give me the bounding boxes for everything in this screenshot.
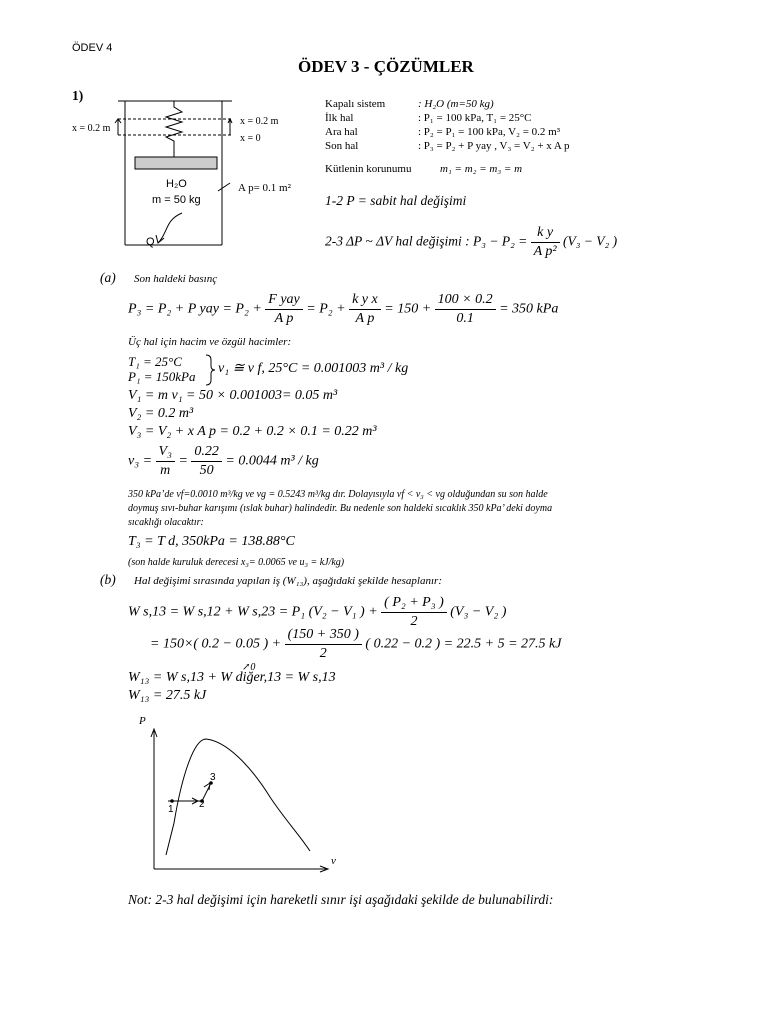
given-value-1: : P₁ = 100 kPa, T₁ = 25°C [418,112,532,124]
v1-state: v₁ ≅ v f, 25°C = 0.001003 m³ / kg [218,361,409,376]
v3-fraction-2 [191,443,222,480]
p-axis-label: P [139,715,146,727]
ws2-f-num: (150 + 350 ) [285,626,362,645]
note-line-1: 350 kPa’de vf=0.0010 m³/kg ve vg = 0.5243 m³/kg dır. Dolayısıyla vf < v₃ < vg olduğundan su son halde [128,489,548,500]
part-a-heading: Son haldeki basınç [134,273,218,285]
process-2-3 [325,224,617,261]
p3-lhs: P₃ = P₂ + P yay = P₂ + [128,301,262,317]
given-label-3: Son hal [325,140,359,152]
state-label-3: 3 [210,772,216,783]
process-2-3-num: k y [531,224,560,243]
saturation-dome [166,739,310,855]
process-2-3-text: 2-3 ΔP ~ ΔV hal değişimi : P₃ − P₂ = [325,233,528,249]
ws2-f-den: 2 [319,646,327,661]
page-title: ÖDEV 3 - ÇÖZÜMLER [298,57,474,76]
v3-f2-den: 50 [199,463,214,478]
v3-result: = 0.0044 m³ / kg [225,453,319,469]
p3-mid: = P₂ + [306,301,346,317]
V2-line: V₂ = 0.2 m³ [128,406,194,421]
pv-diagram [130,715,350,875]
piston-area-label: A p= 0.1 m² [238,182,291,194]
state1-brace [204,354,216,386]
v3-f1-den: m [160,463,171,478]
v3-lhs: v₃ = [128,453,153,469]
given-label-0: Kapalı sistem [325,98,386,110]
given-label-1: İlk hal [325,112,354,124]
ws2-tail: ( 0.22 − 0.2 ) = 22.5 + 5 = 27.5 kJ [365,636,562,652]
w-other-zero: ↗0 [242,662,256,673]
x-top-label: x = 0.2 m [240,116,279,127]
p3-fraction-1 [265,291,302,328]
V3-line: V₃ = V₂ + x A p = 0.2 + 0.2 × 0.1 = 0.22 m³ [128,424,377,439]
v3-fraction-1 [156,443,175,480]
state1-t: T₁ = 25°C [128,354,182,369]
quality-line: (son halde kuruluk derecesi x₃= 0.0065 ve u₃ = kJ/kg) [128,557,345,568]
ws2-fraction [285,626,362,663]
process-2-3-den: A p² [533,244,557,259]
part-a-marker: (a) [100,270,116,285]
p3-mid2: = 150 + [384,301,432,317]
note-line-2: doymuş sıvı-buhar karışımı (ıslak buhar) halindedir. Bu nedenle son haldeki sıcaklık 350 kPa’ deki doyma [128,503,553,514]
part-b-heading: Hal değişimi sırasında yapılan iş (W₁₃), aşağıdaki şekilde hesaplanır: [134,575,442,587]
w13-result: W₁₃ = 27.5 kJ [128,688,207,703]
given-value-3: : P₃ = P₂ + P yay , V₃ = V₂ + x A p [418,140,570,152]
state1-p: P₁ = 150kPa [128,369,196,384]
problem-number: 1) [72,88,84,103]
mass-conservation-value: m₁ = m₂ = m₃ = m [440,163,523,175]
T3-line: T₃ = T d, 350kPa = 138.88°C [128,534,295,549]
given-value-2: : P₂ = P₁ = 100 kPa, V₂ = 0.2 m³ [418,126,561,138]
work-equation-2 [150,626,561,663]
process-2-3-fraction [531,224,560,261]
state-label-2: 2 [199,799,205,810]
ws-f-den: 2 [410,614,418,629]
note-line-3: sıcaklığı olacaktır: [128,517,204,528]
v3-f1-num: V₃ [156,443,175,462]
footer-note: Not: 2-3 hal değişimi için hareketli sınır işi aşağıdaki şekilde de bulunabilirdi: [128,892,554,907]
heat-label: Q [146,236,155,248]
v3-eq: = [178,453,188,469]
v3-equation [128,443,319,480]
part-b-marker: (b) [100,572,116,587]
V1-line: V₁ = m v₁ = 50 × 0.001003= 0.05 m³ [128,388,338,403]
mass-label: m = 50 kg [152,194,201,206]
v3-f2-num: 0.22 [191,443,222,462]
p3-equation [128,291,558,328]
p3-f3-num: 100 × 0.2 [435,291,496,310]
p3-fraction-2 [349,291,381,328]
p3-f2-num: k y x [349,291,381,310]
p3-f3-den: 0.1 [456,311,474,326]
fluid-label: H₂O [166,178,187,190]
given-label-2: Ara hal [325,126,358,138]
w13-line: W₁₃ = W s,13 + W diğer,13 = W s,13 [128,670,336,685]
process-1-2: 1-2 P = sabit hal değişimi [325,193,467,208]
p3-f1-num: F yay [265,291,302,310]
ws-lhs: W s,13 = W s,12 + W s,23 = P₁ (V₂ − V₁ ) + [128,604,378,620]
state-point-1 [170,799,174,803]
x-zero-label: x = 0 [240,133,261,144]
v-axis-label: v [331,855,336,867]
mass-conservation-label: Kütlenin korunumu [325,163,412,175]
p3-result: = 350 kPa [499,301,559,317]
ws-f-num: ( P₂ + P₃ ) [381,594,447,613]
process-2-3-arrow [204,783,210,790]
process-2-3-tail: (V₃ − V₂ ) [563,233,618,249]
p3-f1-den: A p [274,311,294,326]
page-label: ÖDEV 4 [72,42,113,54]
volumes-heading: Üç hal için hacim ve özgül hacimler: [128,336,292,348]
p3-f2-den: A p [355,311,375,326]
state-label-1: 1 [168,804,174,815]
p3-fraction-3 [435,291,496,328]
ws-tail: (V₃ − V₂ ) [450,604,507,620]
given-value-0: : H₂O (m=50 kg) [418,98,494,110]
x-left-label: x = 0.2 m [72,123,111,134]
ws2-lhs: = 150×( 0.2 − 0.05 ) + [150,636,282,652]
